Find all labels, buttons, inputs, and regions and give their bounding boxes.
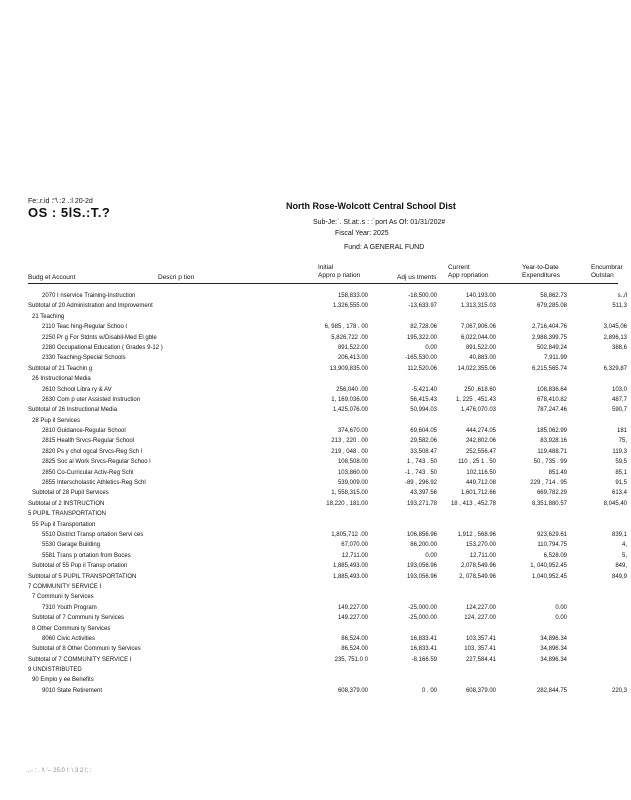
cell-current-appropriation: 1,476,070.03 xyxy=(460,407,496,414)
cell-adjustments: 106,856.96 xyxy=(406,531,437,538)
table-row xyxy=(0,624,618,634)
table-row xyxy=(0,312,618,322)
cell-current-appropriation: 250 ,618.60 xyxy=(464,386,496,393)
row-description: 5 PUPIL TRANSPORTATION xyxy=(28,511,107,518)
row-description: 2330 Teaching-Special Schools xyxy=(42,355,126,362)
row-description: 5581 Trans p ortation from Boces xyxy=(42,552,131,559)
cell-initial-appropriation: 158,833.00 xyxy=(337,293,368,299)
cell-adjustments: 0 . 00 xyxy=(421,687,437,694)
report-rows xyxy=(0,291,627,696)
table-row xyxy=(0,540,627,550)
cell-encumbrance: 59,5 xyxy=(615,459,627,466)
table-row xyxy=(0,644,618,654)
cell-current-appropriation: 1,601,712.66 xyxy=(460,490,496,497)
cell-current-appropriation: 449,712.08 xyxy=(465,480,496,487)
report-header-left xyxy=(28,198,110,220)
table-row xyxy=(0,592,618,602)
table-row xyxy=(0,530,627,540)
row-description: Subtotal of 7 Communi ty Services xyxy=(32,615,125,622)
cell-ytd-expenditures: 119,488.71 xyxy=(537,448,567,455)
cell-current-appropriation: 891,522.00 xyxy=(465,344,496,351)
cell-initial-appropriation: 67,070.00 xyxy=(341,542,368,549)
cell-adjustments: -1 , 743 . 50 xyxy=(404,469,437,476)
row-description: Subtotal of 2 INSTRUCTION xyxy=(28,500,105,507)
cell-encumbrance: 487,7 xyxy=(611,396,627,403)
cell-adjustments: 16,833.41 xyxy=(410,635,437,642)
cell-encumbrance: 5, xyxy=(621,552,627,559)
cell-ytd-expenditures: 34,896.34 xyxy=(540,656,567,663)
table-row xyxy=(0,520,618,530)
table-row xyxy=(0,478,627,488)
cell-encumbrance: 4, xyxy=(621,542,627,549)
table-row xyxy=(0,603,618,613)
table-row xyxy=(0,322,627,332)
cell-ytd-expenditures: 679,285.08 xyxy=(536,303,567,310)
cell-initial-appropriation: 1, 169,036.00 xyxy=(331,396,368,403)
table-row xyxy=(0,686,627,696)
row-description: Subtotal of 28 Pupil Services xyxy=(32,490,109,497)
cell-adjustments: 193,056.96 xyxy=(406,563,437,570)
cell-ytd-expenditures: 0.00 xyxy=(555,615,567,622)
row-description: Subtotal of 7 COMMUNITY SERVICE I xyxy=(28,656,132,663)
cell-initial-appropriation: 1,425,076.00 xyxy=(332,407,368,414)
cell-current-appropriation: 124,227.00 xyxy=(465,604,496,611)
row-description: 2280 Occupational Education ( Grades 9-12 ) xyxy=(42,344,163,351)
table-row xyxy=(0,551,627,561)
col-current-appropriation: Current App ropriation xyxy=(448,264,489,279)
cell-ytd-expenditures: 923,629.61 xyxy=(536,531,567,538)
cell-current-appropriation: 103, 357.41 xyxy=(464,646,496,653)
table-row xyxy=(0,457,627,467)
cell-initial-appropriation: 1, 558,315.00 xyxy=(331,490,368,497)
cell-ytd-expenditures: 0.00 xyxy=(555,604,567,611)
cell-ytd-expenditures: 669,782.29 xyxy=(536,490,567,497)
row-description: Subtotal of 26 Instructional Media xyxy=(28,407,118,414)
cell-adjustments: 82,728.06 xyxy=(410,324,437,331)
report-subtitle: Sub-Je:`. St.at:.s : :`port As Of: 01/31/202# xyxy=(313,219,446,226)
table-row xyxy=(0,488,627,498)
table-row xyxy=(0,333,627,343)
cell-adjustments: -165,530.00 xyxy=(404,355,437,362)
table-row xyxy=(0,374,618,384)
cell-ytd-expenditures: 50 , 735 . 99 xyxy=(533,459,567,466)
row-description: Subtotal of 20 Administration and Improvement xyxy=(28,303,153,310)
cell-adjustments: -8,166.59 xyxy=(411,656,437,663)
table-row xyxy=(0,426,627,436)
col-encumbrance: Encumbrar Outstan xyxy=(591,264,623,279)
cell-current-appropriation: 227,584.41 xyxy=(465,656,496,663)
col-adjustments: Adj us tments xyxy=(397,274,437,281)
cell-ytd-expenditures: 851.49 xyxy=(548,469,567,476)
cell-ytd-expenditures: 678,410.82 xyxy=(536,396,567,403)
row-description: 2810 Guidance-Regular School xyxy=(42,428,126,435)
cell-initial-appropriation: 5,826,722 .00 xyxy=(331,334,368,341)
cell-encumbrance: 839,1 xyxy=(611,531,627,538)
cell-encumbrance: 181 xyxy=(616,428,627,435)
row-description: 7310 Youth Program xyxy=(42,604,97,611)
table-row xyxy=(0,436,627,446)
cell-initial-appropriation: 891,522.00 xyxy=(337,344,368,351)
cell-adjustments: -25,000.00 xyxy=(408,604,437,611)
cell-current-appropriation: 444,274.05 xyxy=(465,428,496,435)
cell-encumbrance: 103,0 xyxy=(611,386,627,393)
cell-adjustments: -13,633.97 xyxy=(408,303,437,310)
cell-ytd-expenditures: 34,896.34 xyxy=(540,646,567,653)
page-footer: ...- : . !\ '-- 25:0 !: \ 3 2 !; : xyxy=(26,768,92,774)
cell-ytd-expenditures: 282,844.75 xyxy=(536,687,567,694)
cell-encumbrance: 849, xyxy=(615,563,627,570)
cell-current-appropriation: 124, 227.00 xyxy=(464,615,496,622)
cell-current-appropriation: 608,379.00 xyxy=(465,687,496,694)
cell-adjustments: 43,397.56 xyxy=(410,490,437,497)
cell-ytd-expenditures: 502,849.24 xyxy=(536,344,567,351)
col-budget-account: Budg et Account xyxy=(28,274,76,281)
cell-current-appropriation: 1,912 , 568.96 xyxy=(457,531,496,538)
cell-current-appropriation: 2, 078,549.96 xyxy=(459,573,496,580)
cell-adjustments: 50,994.03 xyxy=(410,407,437,414)
cell-ytd-expenditures: 7,911.99 xyxy=(544,355,567,362)
row-description: 28 Pup il Services xyxy=(32,417,81,424)
cell-ytd-expenditures: 229 , 714 . 95 xyxy=(530,480,567,487)
cell-encumbrance: 590,7 xyxy=(611,407,627,414)
cell-initial-appropriation: 12,711.00 xyxy=(341,552,368,559)
cell-adjustments: 112,520.06 xyxy=(407,365,437,372)
row-description: 9010 State Retirement xyxy=(42,687,103,694)
cell-initial-appropriation: 103,860.00 xyxy=(337,469,368,476)
table-row xyxy=(0,395,627,405)
cell-initial-appropriation: 86,524.00 xyxy=(341,646,368,653)
row-description: Subtotal of 5 PUPIL TRANSPORTATION xyxy=(28,573,137,580)
cell-initial-appropriation: 374,670.00 xyxy=(337,428,368,435)
row-description: 21 Teaching xyxy=(32,313,65,320)
cell-adjustments: -89 , 296.92 xyxy=(404,480,437,487)
cell-encumbrance: 119,3 xyxy=(612,448,627,455)
report-id-line: Fe:.r.id :"\ :2 .:l 20-2d xyxy=(28,198,93,205)
cell-initial-appropriation: 1,885,493.00 xyxy=(332,563,368,570)
row-description: 55 Pup il Transportation xyxy=(32,521,96,528)
table-row xyxy=(0,509,618,519)
cell-ytd-expenditures: 6,528.09 xyxy=(543,552,567,559)
cell-ytd-expenditures: 2,988,399.75 xyxy=(531,334,567,341)
row-description: Subtotal of 21 Teachin g xyxy=(28,365,93,372)
row-description: 26 Instructional Media xyxy=(32,376,91,383)
cell-current-appropriation: 110 , 25 1 . 50 xyxy=(458,459,496,466)
cell-encumbrance: 2,896,13 xyxy=(603,334,627,341)
fiscal-year: Fiscal Year: 2025 xyxy=(335,230,389,237)
cell-initial-appropriation: 108,508.00 xyxy=(337,459,368,466)
row-description: 2610 School Libra ry & AV xyxy=(42,386,112,393)
cell-ytd-expenditures: 1,040,952.45 xyxy=(531,573,567,580)
cell-initial-appropriation: 18,220 , 181.00 xyxy=(326,500,368,507)
table-row xyxy=(0,655,618,665)
cell-current-appropriation: 7,067,906.06 xyxy=(460,324,496,331)
cell-adjustments: 69,604.05 xyxy=(410,428,437,435)
table-row xyxy=(0,499,627,509)
cell-encumbrance: 85,1 xyxy=(615,469,627,476)
table-row xyxy=(0,416,618,426)
cell-encumbrance: 75, xyxy=(618,438,627,445)
cell-ytd-expenditures: 58,862.73 xyxy=(540,293,567,299)
table-row xyxy=(0,353,618,363)
row-description: 7 Communi ty Services xyxy=(32,594,94,601)
row-description: 2110 Teac hing-Regular Schoo l xyxy=(42,324,127,331)
fund-label: Fund: A GENERAL FUND xyxy=(344,244,425,251)
cell-current-appropriation: 6,022,044.00 xyxy=(460,334,496,341)
table-row xyxy=(0,447,627,457)
table-row xyxy=(0,561,627,571)
cell-current-appropriation: 140,193.00 xyxy=(465,293,496,299)
table-row xyxy=(0,634,618,644)
cell-ytd-expenditures: 8,351,880.57 xyxy=(531,500,567,507)
row-description: 5510 District Transp ortation Servi ces xyxy=(42,531,144,538)
row-description: 90 Emplo y ee Benefits xyxy=(32,677,94,684)
cell-initial-appropriation: 149,227.00 xyxy=(337,615,368,622)
cell-current-appropriation: 12,711.00 xyxy=(469,552,496,559)
cell-adjustments: 193,056.96 xyxy=(406,573,437,580)
cell-adjustments: -18,500.00 xyxy=(408,293,437,299)
cell-adjustments: 33,508.47 xyxy=(410,448,437,455)
cell-encumbrance: 388,6 xyxy=(611,344,627,351)
cell-initial-appropriation: 608,379.00 xyxy=(337,687,368,694)
cell-initial-appropriation: 6, 985 , 178 . 00 xyxy=(324,324,368,331)
cell-initial-appropriation: 1,326,555.00 xyxy=(332,303,368,310)
cell-adjustments: 195,322.00 xyxy=(406,334,437,341)
cell-current-appropriation: 102,116.50 xyxy=(466,469,496,476)
row-description: 2820 Ps y chol ogcal Srvcs-Reg Sch l xyxy=(42,448,143,455)
cell-current-appropriation: 252,556.47 xyxy=(465,448,496,455)
cell-initial-appropriation: 213 , 220 . 00 xyxy=(331,438,368,445)
cell-ytd-expenditures: 110,794.75 xyxy=(537,542,567,549)
cell-encumbrance: 511,3 xyxy=(612,303,627,310)
table-row xyxy=(0,582,618,592)
col-ytd-expenditures: Year-to-Date Expenditures xyxy=(522,264,560,279)
cell-encumbrance: 220,3 xyxy=(611,687,627,694)
row-description: 2070 I nservice Training-Instruction xyxy=(42,293,136,299)
cell-current-appropriation: 1, 225 , 451.43 xyxy=(455,396,496,403)
cell-current-appropriation: 153,270.00 xyxy=(465,542,496,549)
cell-current-appropriation: 14,022,355.06 xyxy=(457,365,496,372)
cell-initial-appropriation: 206,413.00 xyxy=(337,355,368,362)
row-description: 2850 Co-Curricular Activ-Reg Schl xyxy=(42,469,134,476)
cell-current-appropriation: 2,078,549.96 xyxy=(460,563,496,570)
cell-adjustments: 0.00 xyxy=(425,344,437,351)
cell-adjustments: 193,271.78 xyxy=(406,500,437,507)
col-description: Descri p tion xyxy=(158,274,195,281)
row-description: Subtotal of 8 Other Communi ty Services xyxy=(32,646,141,653)
row-description: 5530 Garage Building xyxy=(42,542,101,549)
table-row xyxy=(0,364,627,374)
cell-adjustments: 1 , 743 . 50 xyxy=(406,459,437,466)
row-description: 2815 Health Srvcs-Regular School xyxy=(42,438,135,445)
table-row xyxy=(0,405,627,415)
cell-adjustments: 16,833.41 xyxy=(410,646,437,653)
row-description: 2250 Pr g For Stdnts w/Disabil-Med El gble xyxy=(42,334,157,341)
cell-adjustments: 0.00 xyxy=(425,552,437,559)
table-row xyxy=(0,343,627,353)
cell-initial-appropriation: 86,524.00 xyxy=(341,635,368,642)
cell-ytd-expenditures: 83,928.16 xyxy=(540,438,567,445)
table-row xyxy=(0,572,627,582)
row-description: 2825 Soc al Work Srvcs-Regular Schoo l xyxy=(42,459,151,466)
row-description: 7 COMMUNITY SERVICE I xyxy=(28,583,102,590)
report-code: OS : 5lS.:T.? xyxy=(28,205,111,220)
cell-adjustments: 86,200.00 xyxy=(410,542,437,549)
cell-initial-appropriation: 539,009.00 xyxy=(337,480,368,487)
cell-current-appropriation: 242,802.06 xyxy=(465,438,496,445)
cell-ytd-expenditures: 787,247.46 xyxy=(536,407,567,414)
cell-adjustments: -25,000.00 xyxy=(408,615,437,622)
table-row xyxy=(0,385,627,395)
district-title: North Rose-Wolcott Central School Dist xyxy=(286,201,456,211)
cell-encumbrance: 613,4 xyxy=(611,490,627,497)
cell-ytd-expenditures: 1, 040,952.45 xyxy=(530,563,567,570)
table-row xyxy=(0,613,618,623)
cell-encumbrance: 3,045,06 xyxy=(603,324,627,331)
cell-encumbrance: 6,329,87 xyxy=(603,365,627,372)
table-row xyxy=(0,665,618,675)
row-description: 9 UNDISTRIBUTED xyxy=(28,667,82,674)
cell-encumbrance: 849,9 xyxy=(611,573,627,580)
cell-ytd-expenditures: 185,062.99 xyxy=(536,428,567,435)
cell-ytd-expenditures: 6,215,565.74 xyxy=(531,365,567,372)
cell-initial-appropriation: 1,805,712 .00 xyxy=(331,531,368,538)
cell-encumbrance: 8,045,40 xyxy=(603,500,627,507)
table-row xyxy=(0,468,627,478)
cell-ytd-expenditures: 108,836.64 xyxy=(536,386,567,393)
cell-current-appropriation: 1,313,315.03 xyxy=(460,303,496,310)
row-description: 8060 Civic Activities xyxy=(42,635,96,642)
cell-ytd-expenditures: 2,716,404.76 xyxy=(531,324,567,331)
row-description: 2630 Com p uter Assisted Instruction xyxy=(42,396,141,403)
cell-initial-appropriation: 13,909,835.00 xyxy=(329,365,368,372)
cell-initial-appropriation: 219 , 048 . 00 xyxy=(331,448,368,455)
cell-encumbrance: s.,/l xyxy=(617,293,627,299)
cell-ytd-expenditures: 34,896.34 xyxy=(540,635,567,642)
row-description: 8 Other Communi ty Services xyxy=(32,625,111,632)
cell-adjustments: 56,415.43 xyxy=(410,396,437,403)
cell-initial-appropriation: 1,885,493.00 xyxy=(332,573,368,580)
cell-current-appropriation: 103,357.41 xyxy=(465,635,496,642)
cell-adjustments: 29,582.06 xyxy=(410,438,437,445)
cell-encumbrance: 91,5 xyxy=(615,480,627,487)
table-row xyxy=(0,291,627,301)
cell-initial-appropriation: 149,227.00 xyxy=(337,604,368,611)
col-initial-appropriation: Initial Appro p riation xyxy=(318,264,361,279)
table-row xyxy=(0,675,618,685)
cell-initial-appropriation: 235, 751.0 0 xyxy=(334,656,368,663)
row-description: Subtotal of 55 Pup il Transp ortation xyxy=(32,563,128,570)
cell-current-appropriation: 18 , 413 , 452.78 xyxy=(450,500,496,507)
cell-current-appropriation: 40,883.00 xyxy=(469,355,496,362)
cell-initial-appropriation: 256,040 .00 xyxy=(336,386,368,393)
row-description: 2855 Interscholastic Athletics-Reg Schl xyxy=(42,480,146,487)
header-rule xyxy=(28,283,618,284)
table-row xyxy=(0,301,627,311)
cell-adjustments: -5,421.40 xyxy=(411,386,437,393)
